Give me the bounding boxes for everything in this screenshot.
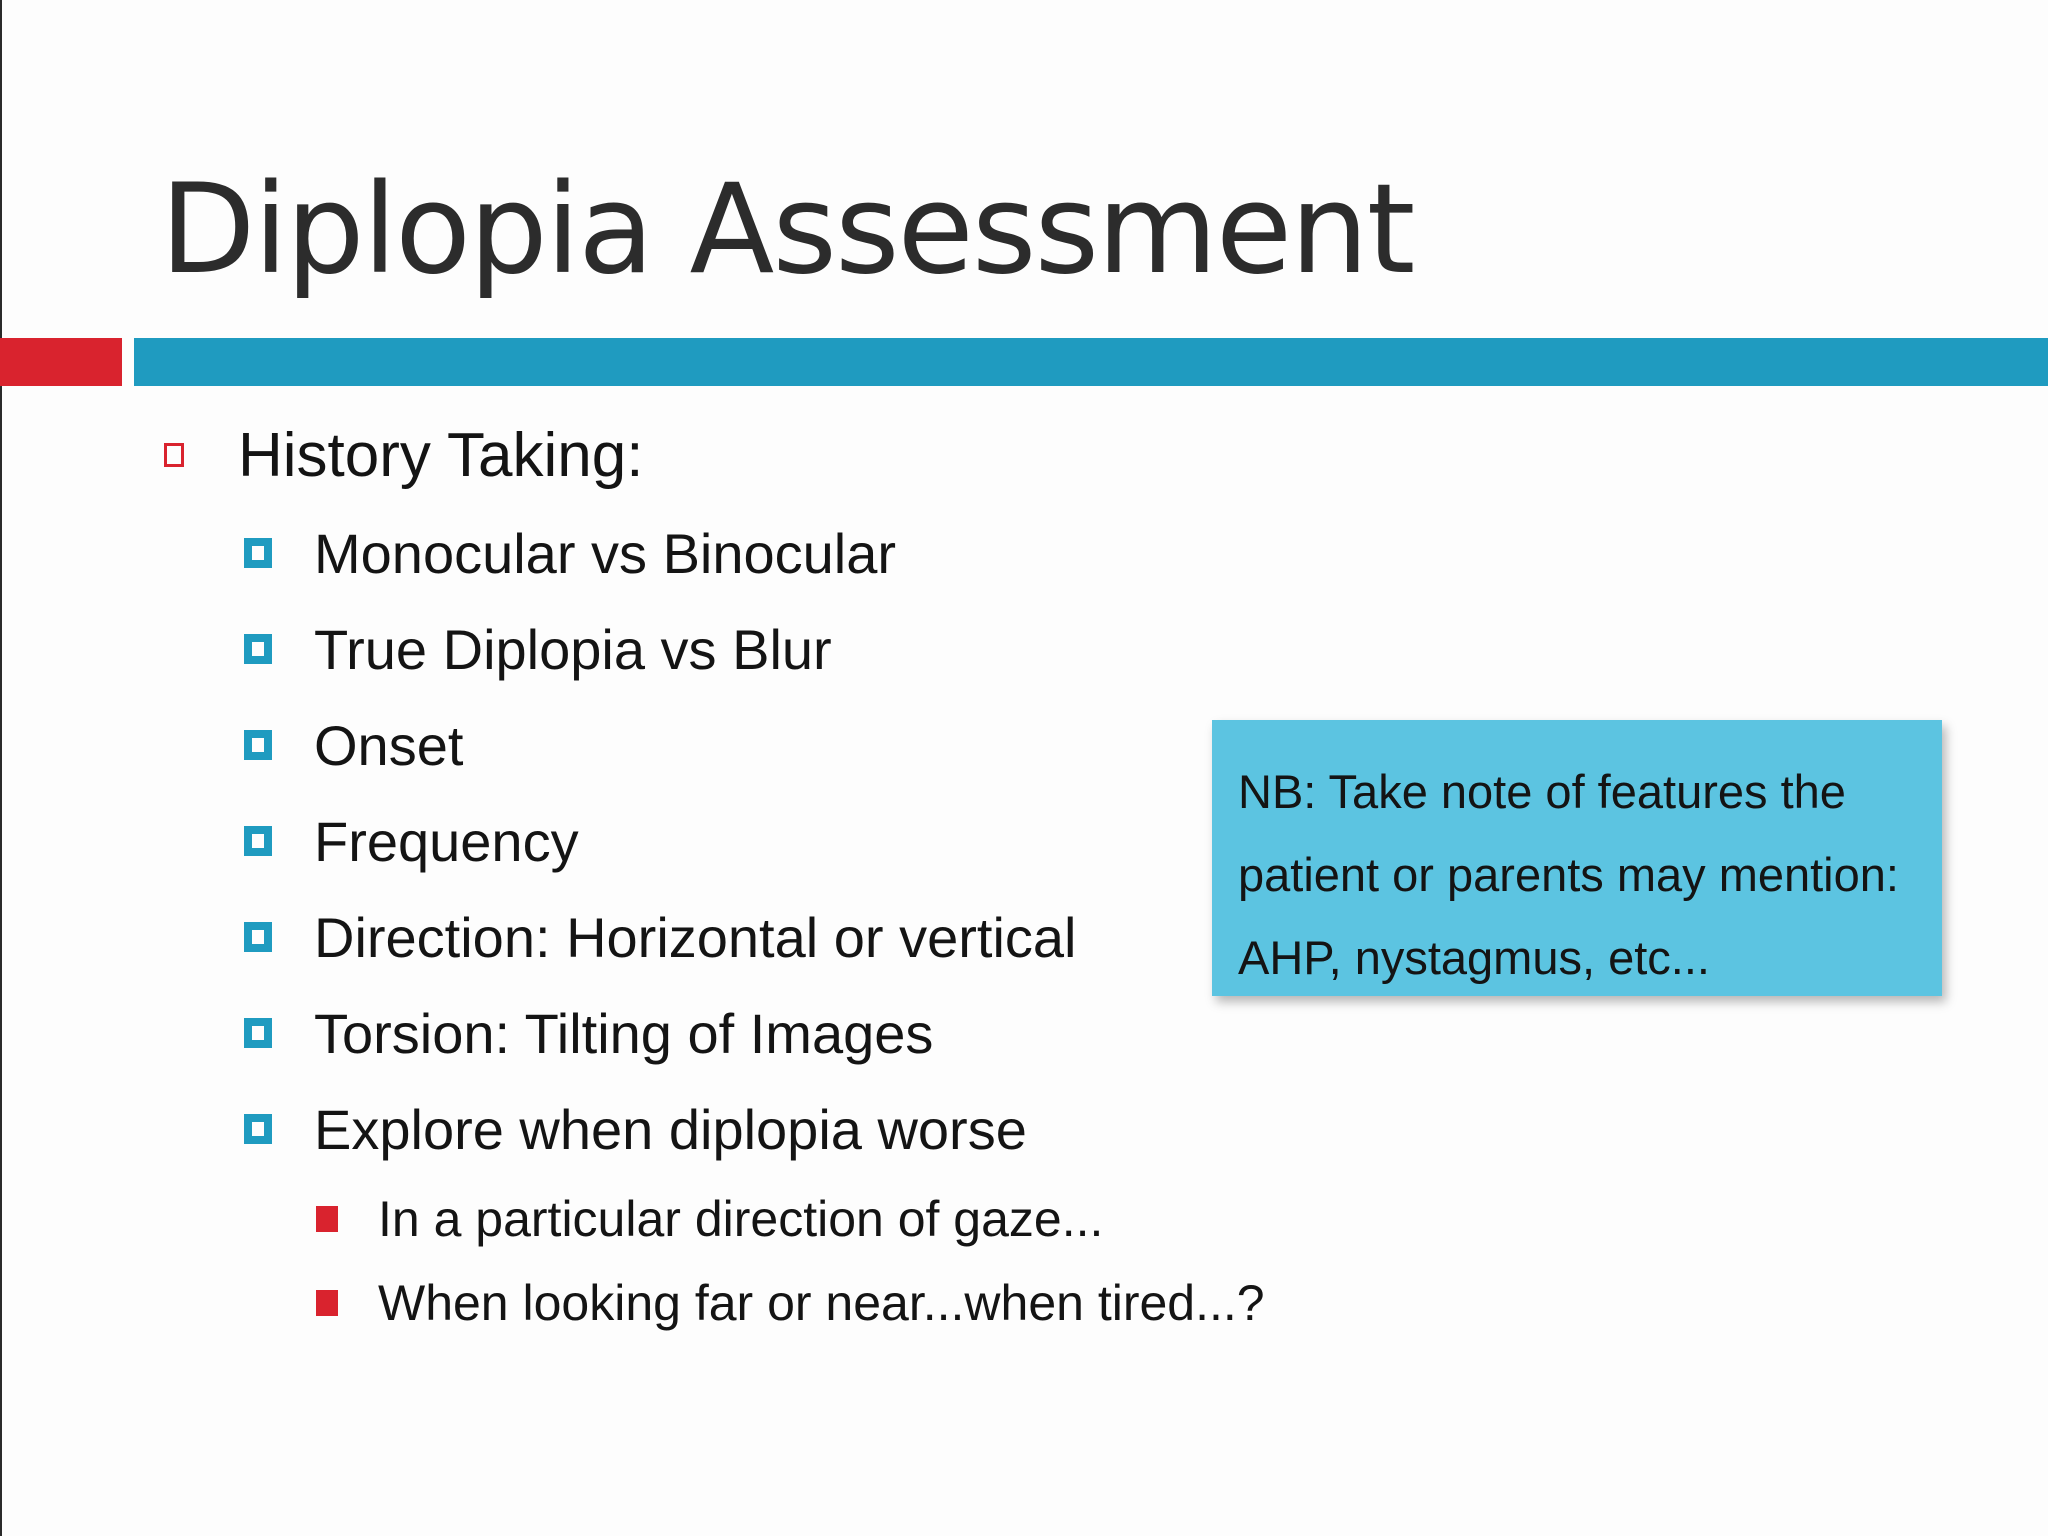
red-square-bullet-icon bbox=[316, 1206, 338, 1232]
sub-bullet-label: Onset bbox=[314, 713, 464, 777]
title-accent-bar-teal bbox=[134, 338, 2048, 386]
teal-square-bullet-icon bbox=[244, 538, 272, 568]
sub-bullet-list bbox=[160, 505, 1210, 1177]
teal-square-bullet-icon bbox=[244, 730, 272, 760]
teal-square-bullet-icon bbox=[244, 1114, 272, 1144]
sub-sub-bullet-label: In a particular direction of gaze... bbox=[378, 1191, 1104, 1247]
slide-left-border bbox=[0, 0, 2, 1536]
teal-square-bullet-icon bbox=[244, 826, 272, 856]
sub-bullet-item bbox=[244, 505, 1210, 601]
sub-bullet-label: True Diplopia vs Blur bbox=[314, 617, 832, 681]
main-bullet-item bbox=[160, 415, 1210, 495]
note-line: NB: Take note of features the bbox=[1238, 765, 1846, 818]
main-bullet-label: History Taking: bbox=[238, 420, 644, 490]
sub-bullet-item bbox=[244, 793, 1210, 889]
sub-bullet-label: Monocular vs Binocular bbox=[314, 521, 897, 585]
sub-bullet-item bbox=[244, 697, 1210, 793]
sub-bullet-item bbox=[244, 1081, 1210, 1177]
sub-bullet-item bbox=[244, 985, 1210, 1081]
sub-bullet-label: Torsion: Tilting of Images bbox=[314, 1001, 934, 1065]
sub-bullet-label: Frequency bbox=[314, 809, 579, 873]
title-accent-bar-red bbox=[0, 338, 122, 386]
sub-bullet-label: Direction: Horizontal or vertical bbox=[314, 905, 1077, 969]
sub-bullet-label: Explore when diplopia worse bbox=[314, 1097, 1027, 1161]
sub-bullet-item bbox=[244, 889, 1210, 985]
slide-title: Diplopia Assessment bbox=[160, 158, 1414, 302]
red-square-bullet-icon bbox=[316, 1290, 338, 1316]
teal-square-bullet-icon bbox=[244, 922, 272, 952]
note-line: patient or parents may mention: bbox=[1238, 848, 1899, 901]
sub-bullet-item bbox=[244, 601, 1210, 697]
sub-sub-bullet-list bbox=[160, 1177, 1265, 1345]
note-line: AHP, nystagmus, etc... bbox=[1238, 931, 1710, 984]
sub-sub-bullet-label: When looking far or near...when tired...? bbox=[378, 1275, 1265, 1331]
note-callout-box bbox=[1212, 720, 1942, 996]
hollow-square-bullet-icon bbox=[164, 443, 184, 467]
slide-content bbox=[160, 415, 1265, 1345]
teal-square-bullet-icon bbox=[244, 1018, 272, 1048]
sub-sub-bullet-item bbox=[316, 1261, 1265, 1345]
sub-sub-bullet-item bbox=[316, 1177, 1210, 1261]
teal-square-bullet-icon bbox=[244, 634, 272, 664]
